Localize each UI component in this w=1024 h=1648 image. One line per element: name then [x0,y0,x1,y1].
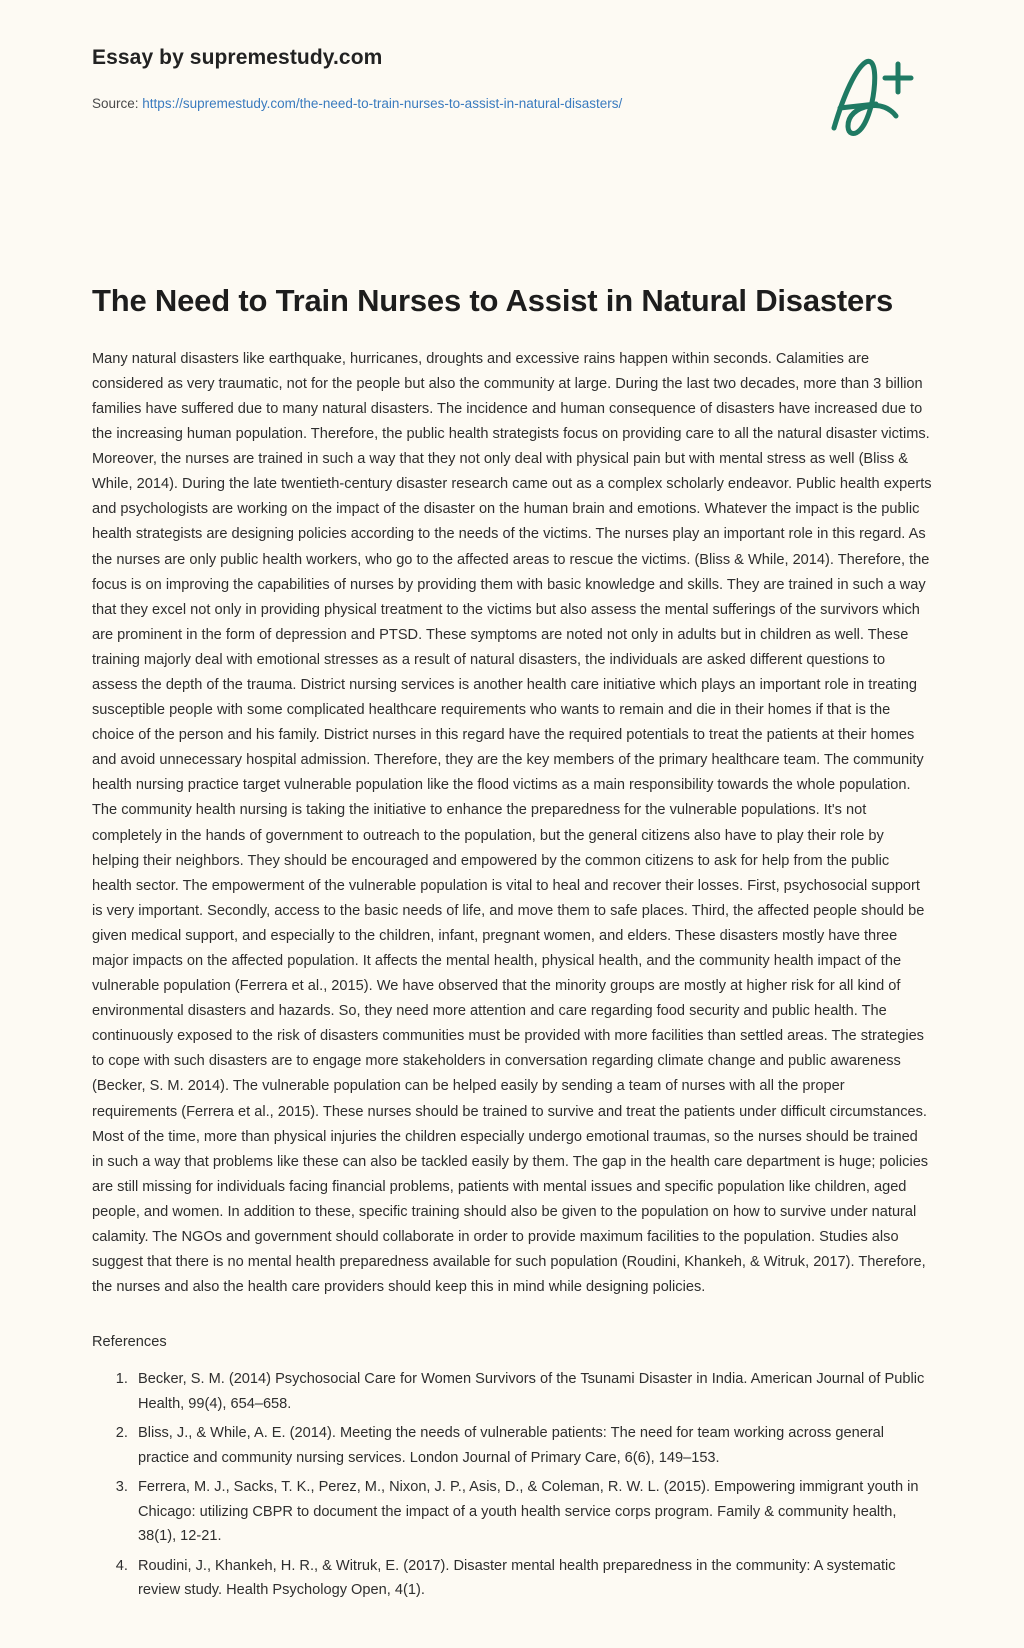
list-item: 3. Ferrera, M. J., Sacks, T. K., Perez, M., Nixon, J. P., Asis, D., & Coleman, R. W. L. (2015). Empowering immigrant youth in Chicago: utilizing CBPR to document the impact of a youth health service corps program. Family & community health, 38(1), 12-21. [132,1475,932,1549]
source-url-link[interactable]: https://supremestudy.com/the-need-to-train-nurses-to-assist-in-natural-disasters/ [142,96,623,111]
page-header [92,46,932,164]
references-heading: References [92,1334,167,1351]
source-line [92,96,932,111]
a-plus-logo-icon [814,42,924,152]
article-body: Many natural disasters like earthquake, hurricanes, droughts and excessive rains happen within seconds. Calamities are considered as very traumatic, not for the people but also the community at large. During the last two decades, more than 3 billion families have suffered due to many natural disasters. The incidence and human consequence of disasters have increased due to the increasing human population. Therefore, the public health strategists focus on providing care to all the natural disaster victims. Moreover, the nurses are trained in such a way that they not only deal with physical pain but with mental stress as well (Bliss & While, 2014). During the late twentieth-century disaster research came out as a complex scholarly endeavor. Public health experts and psychologists are working on the impact of the disaster on the human brain and emotions. Whatever the impact is the public health strategists are designing policies according to the needs of the victims. The nurses play an important role in this regard. As the nurses are only public health workers, who go to the affected areas to rescue the victims. (Bliss & While, 2014). Therefore, the focus is on improving the capabilities of nurses by providing them with basic knowledge and skills. They are trained in such a way that they excel not only in providing physical treatment to the victims but also assess the mental sufferings of the survivors which are prominent in the form of depression and PTSD. These symptoms are noted not only in adults but in children as well. These training majorly deal with emotional stresses as a result of natural disasters, the individuals are asked different questions to assess the depth of the trauma. District nursing services is another health care initiative which plays an important role in treating susceptible people with some complicated healthcare requirements who wants to remain and die in their homes if that is the choice of the person and his family. District nurses in this regard have the required potentials to treat the patients at their homes and avoid unnecessary hospital admission. Therefore, they are the key members of the primary healthcare team. The community health nursing practice target vulnerable population like the flood victims as a main responsibility towards the whole population. The community health nursing is taking the initiative to enhance the preparedness for the vulnerable populations. It's not completely in the hands of government to outreach to the population, but the general citizens also have to play their role by helping their neighbors. They should be encouraged and empowered by the common citizens to ask for help from the public health sector. The empowerment of the vulnerable population is vital to heal and recover their losses. First, psychosocial support is very important. Secondly, access to the basic needs of life, and move them to safe places. Third, the affected people should be given medical support, and especially to the children, infant, pregnant women, and elders. These disasters mostly have three major impacts on the affected population. It affects the mental health, physical health, and the community health impact of the vulnerable population (Ferrera et al., 2015). We have observed that the minority groups are mostly at higher risk for all kind of environmental disasters and hazards. So, they need more attention and care regarding food security and public health. The continuously exposed to the risk of disasters communities must be provided with more facilities than settled areas. The strategies to cope with such disasters are to engage more stakeholders in conversation regarding climate change and public awareness (Becker, S. M. 2014). The vulnerable population can be helped easily by sending a team of nurses with all the proper requirements (Ferrera et al., 2015). These nurses should be trained to survive and treat the patients under difficult circumstances. Most of the time, more than physical injuries the children especially undergo emotional traumas, so the nurses should be trained in such a way that problems like these can also be tackled easily by them. The gap in the health care department is huge; policies are still missing for individuals facing financial problems, patients with mental issues and specific population like children, aged people, and women. In addition to these, specific training should also be given to the population on how to survive under natural calamity. The NGOs and government should collaborate in order to provide maximum facilities to the population. Studies also suggest that there is no mental health preparedness available for such population (Roudini, Khankeh, & Witruk, 2017). Therefore, the nurses and also the health care providers should keep this in mind while designing policies. [92,350,932,1296]
source-label: Source: [92,96,139,111]
list-item: 2. Bliss, J., & While, A. E. (2014). Meeting the needs of vulnerable patients: The need for team working across general practice and community nursing services. London Journal of Primary Care, 6(6), 149–153. [132,1421,932,1470]
list-item: 1. Becker, S. M. (2014) Psychosocial Care for Women Survivors of the Tsunami Disaster in India. American Journal of Public Health, 99(4), 654–658. [132,1367,932,1416]
list-item: 4. Roudini, J., Khankeh, H. R., & Witruk, E. (2017). Disaster mental health preparedness in the community: A systematic review study. Health Psychology Open, 4(1). [132,1554,932,1603]
references-list [92,1367,932,1603]
page-title: The Need to Train Nurses to Assist in Natural Disasters [92,283,893,318]
site-brand: Essay by supremestudy.com [92,46,383,69]
